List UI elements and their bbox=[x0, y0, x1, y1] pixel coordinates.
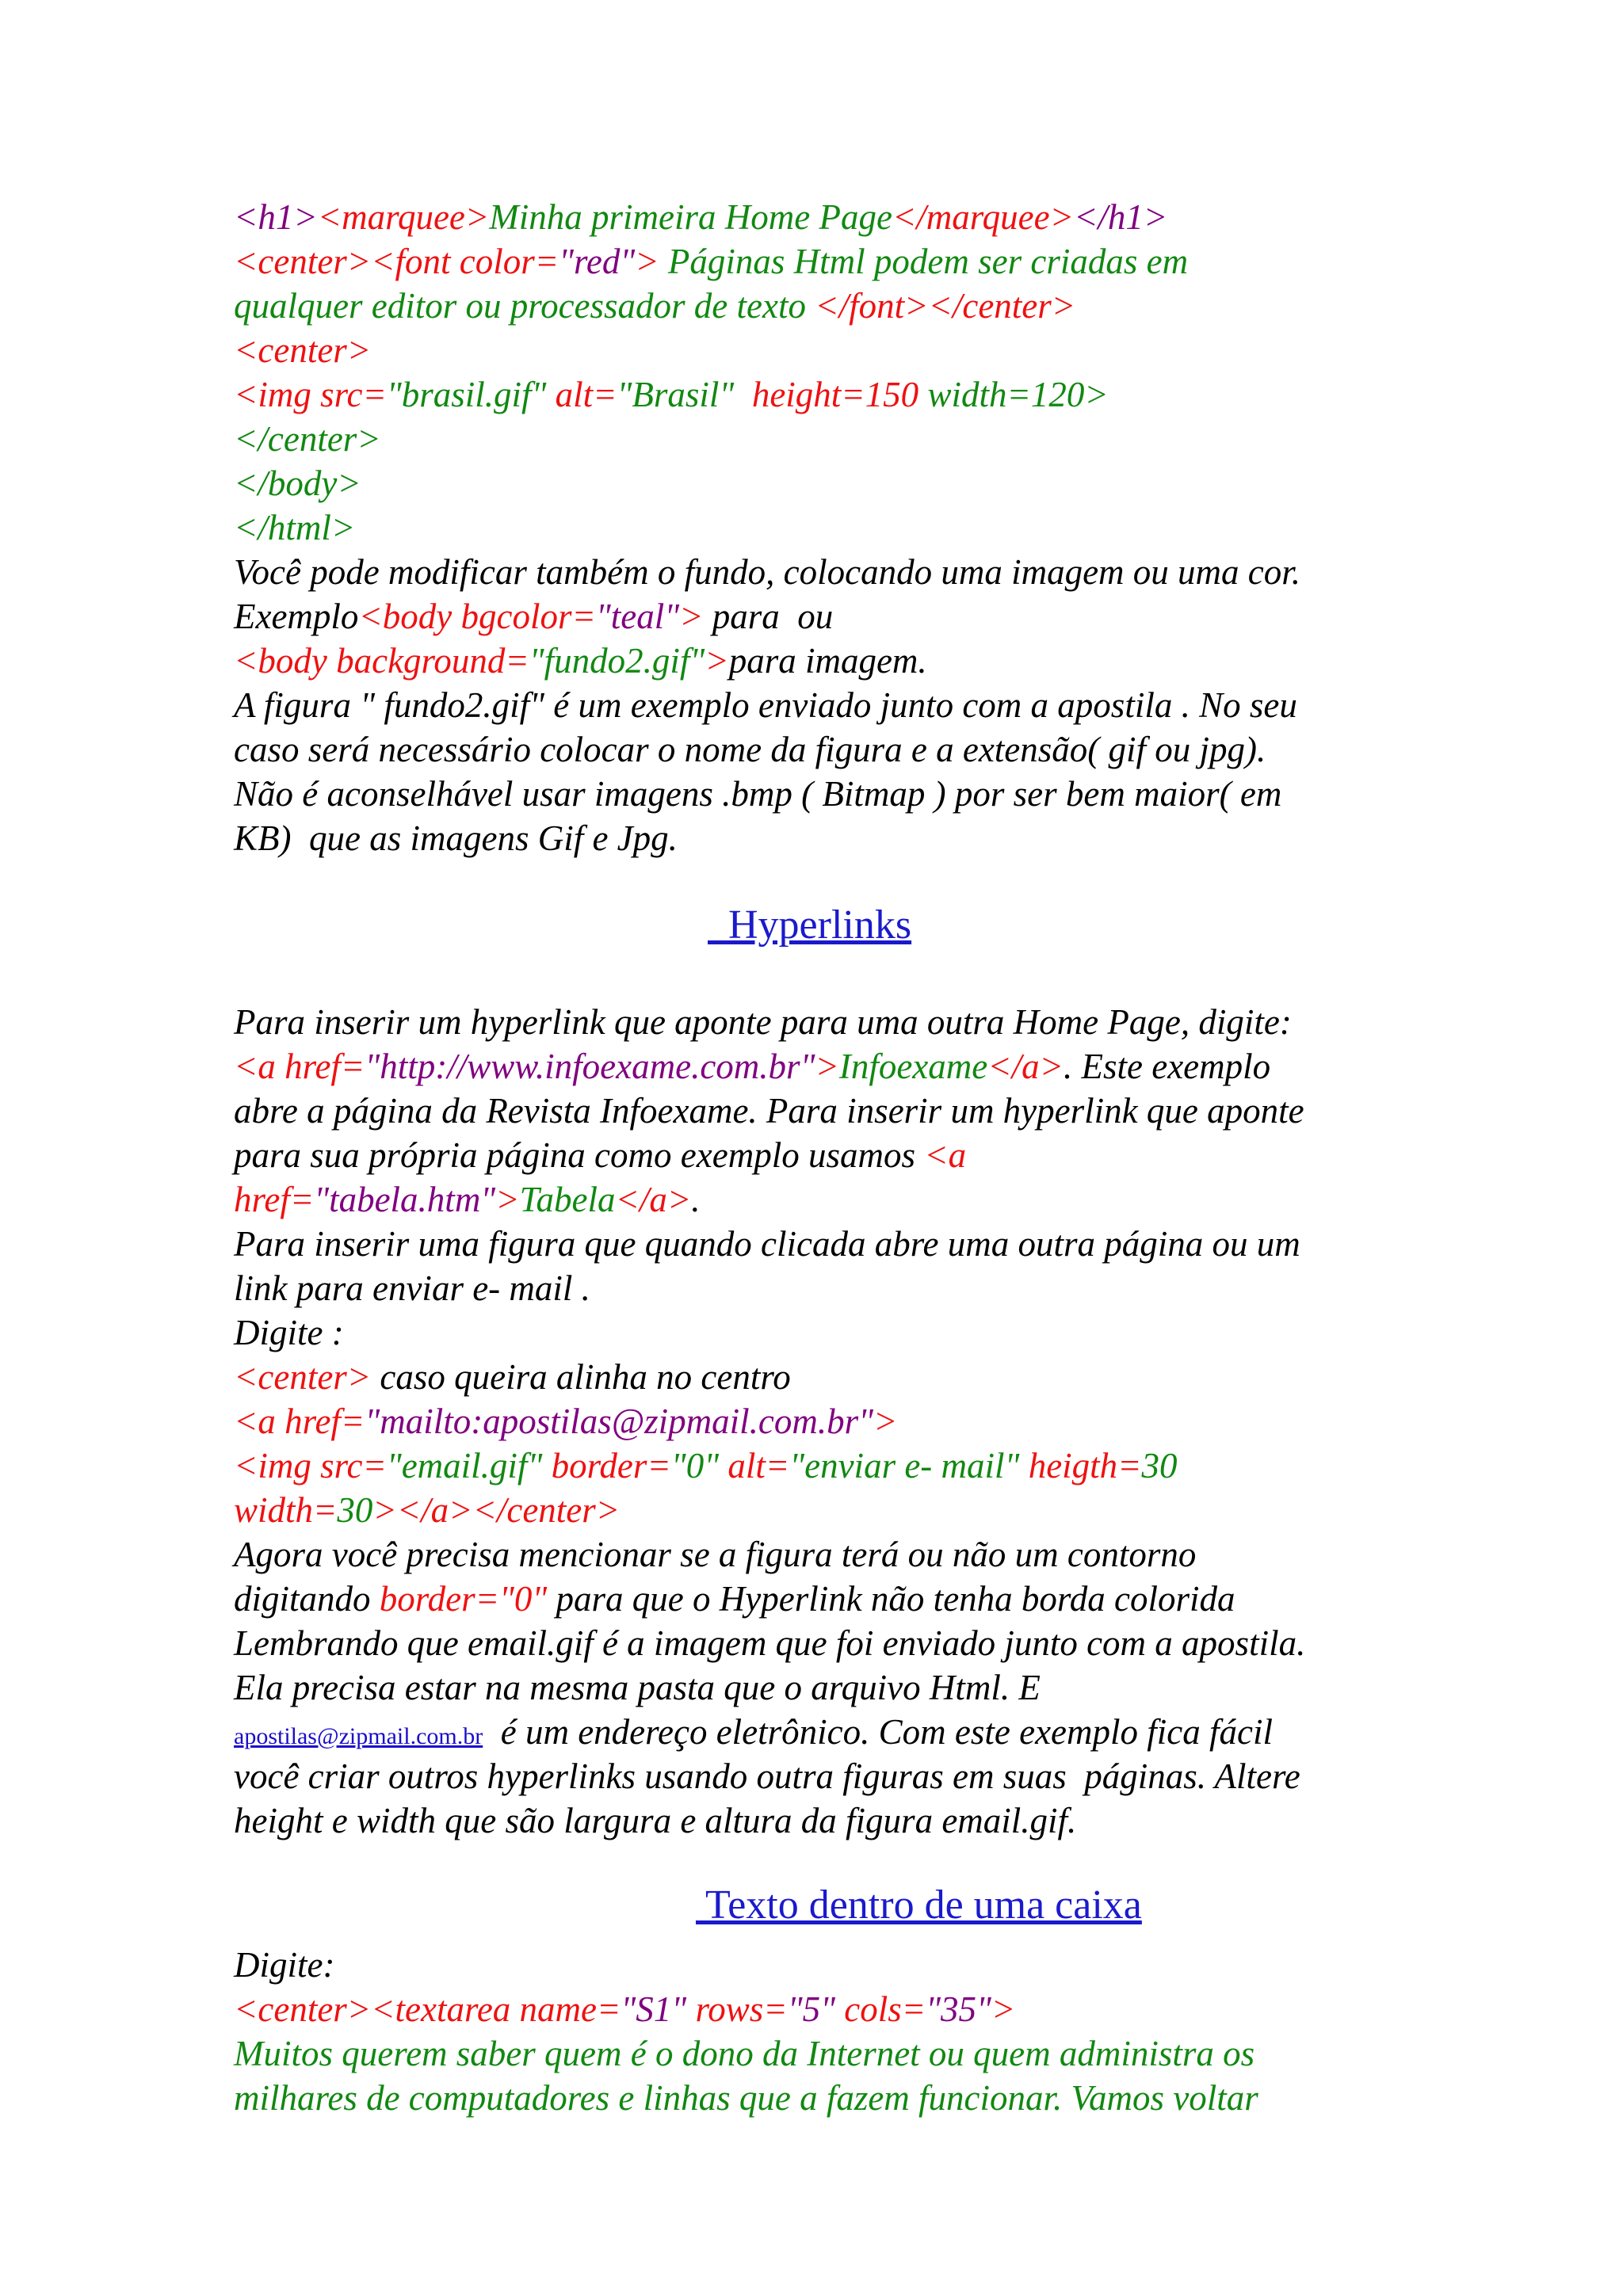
text-segment: digitando bbox=[234, 1579, 380, 1619]
text-segment: <center> bbox=[234, 330, 372, 370]
text-segment: > bbox=[705, 641, 729, 681]
text-segment: alt= bbox=[546, 375, 617, 414]
text-segment: <img src= bbox=[234, 375, 387, 414]
text-segment: "http://www.infoexame.com.br" bbox=[365, 1047, 815, 1086]
text-line bbox=[234, 594, 833, 639]
text-segment: </font></center> bbox=[815, 286, 1076, 326]
email-link[interactable]: apostilas@zipmail.com.br bbox=[234, 1723, 483, 1749]
text-segment: </body> bbox=[234, 463, 361, 503]
text-segment: </a> bbox=[987, 1047, 1064, 1086]
text-segment: milhares de computadores e linhas que a fazem funcionar. Vamos voltar bbox=[234, 2078, 1258, 2118]
text-segment: você criar outros hyperlinks usando outra figuras em suas páginas. Altere bbox=[234, 1756, 1300, 1796]
text-segment: Digite : bbox=[234, 1313, 344, 1352]
text-segment: > bbox=[991, 1989, 1016, 2029]
text-line bbox=[234, 816, 678, 860]
text-segment: > bbox=[635, 242, 659, 281]
text-segment: > bbox=[495, 1180, 520, 1219]
text-segment: "0" bbox=[670, 1446, 720, 1486]
text-line bbox=[234, 1488, 620, 1532]
text-segment: > bbox=[815, 1047, 839, 1086]
text-segment: height=150 bbox=[734, 375, 919, 414]
text-segment: ></a></center> bbox=[372, 1490, 621, 1530]
text-segment: Muitos querem saber quem é o dono da Internet ou quem administra os bbox=[234, 2034, 1255, 2073]
text-segment: <center><font color= bbox=[234, 242, 559, 281]
text-segment: "5" bbox=[787, 1989, 835, 2029]
text-line bbox=[234, 1798, 1076, 1843]
text-segment: 30 bbox=[1141, 1446, 1178, 1486]
text-segment: <a bbox=[924, 1135, 967, 1175]
text-line bbox=[234, 1000, 1292, 1044]
text-line bbox=[234, 550, 1300, 594]
text-segment: width=120> bbox=[918, 375, 1109, 414]
text-line bbox=[234, 1222, 1300, 1266]
text-segment: Páginas Html podem ser criadas em bbox=[659, 242, 1189, 281]
text-line bbox=[234, 417, 381, 461]
text-segment: <a href= bbox=[234, 1047, 365, 1086]
text-segment: </html> bbox=[234, 508, 356, 547]
text-segment: <body bgcolor= bbox=[358, 597, 596, 636]
text-line bbox=[234, 1987, 1015, 2031]
text-segment: "S1" bbox=[621, 1989, 687, 2029]
text-segment: Ela precisa estar na mesma pasta que o arquivo Html. E bbox=[234, 1668, 1041, 1707]
text-segment: é um endereço eletrônico. Com este exemplo fica fácil bbox=[483, 1712, 1273, 1752]
text-segment: border= bbox=[542, 1446, 671, 1486]
text-line bbox=[234, 1310, 344, 1355]
text-line bbox=[234, 1532, 1196, 1577]
text-segment: "email.gif" bbox=[386, 1446, 543, 1486]
text-segment: Lembrando que email.gif é a imagem que foi enviado junto com a apostila. bbox=[234, 1623, 1306, 1663]
text-segment: para que o Hyperlink não tenha borda colorida bbox=[547, 1579, 1235, 1619]
text-segment: rows= bbox=[686, 1989, 788, 2029]
text-segment: Tabela bbox=[519, 1180, 616, 1219]
text-segment: <body background= bbox=[234, 641, 529, 681]
text-segment: <center> bbox=[234, 1357, 372, 1397]
text-segment: > bbox=[679, 597, 704, 636]
text-line bbox=[234, 1577, 1235, 1621]
text-segment: 30 bbox=[337, 1490, 373, 1530]
text-segment: qualquer editor ou processador de texto bbox=[234, 286, 815, 326]
text-segment: heigth= bbox=[1019, 1446, 1142, 1486]
text-line bbox=[234, 1943, 334, 1987]
text-segment: Infoexame bbox=[838, 1047, 988, 1086]
text-segment: cols= bbox=[834, 1989, 926, 2029]
text-line bbox=[234, 1266, 590, 1310]
text-line bbox=[234, 328, 371, 372]
text-segment: href= bbox=[234, 1180, 315, 1219]
text-line bbox=[234, 505, 355, 550]
text-line bbox=[234, 772, 1281, 816]
text-line bbox=[234, 1044, 1270, 1089]
text-line bbox=[234, 727, 1266, 772]
text-line bbox=[234, 1754, 1300, 1798]
text-segment: "Brasil" bbox=[617, 375, 735, 414]
text-line bbox=[234, 1133, 966, 1177]
text-segment: link para enviar e- mail . bbox=[234, 1268, 590, 1308]
text-segment: > bbox=[873, 1402, 898, 1441]
text-segment: Minha primeira Home Page bbox=[489, 197, 892, 237]
text-segment: width= bbox=[234, 1490, 338, 1530]
text-line bbox=[234, 683, 1297, 727]
text-line bbox=[234, 2076, 1258, 2120]
text-segment: </center> bbox=[234, 419, 381, 459]
text-line bbox=[234, 1710, 1273, 1759]
text-segment: alt= bbox=[719, 1446, 790, 1486]
text-segment: Para inserir um hyperlink que aponte para uma outra Home Page, digite: bbox=[234, 1002, 1292, 1042]
text-segment: border="0" bbox=[379, 1579, 548, 1619]
text-segment: Não é aconselhável usar imagens .bmp ( Bitmap ) por ser bem maior( em bbox=[234, 774, 1282, 814]
text-segment: </h1> bbox=[1073, 197, 1168, 237]
text-segment: Digite: bbox=[234, 1945, 335, 1985]
text-segment: Exemplo bbox=[234, 597, 359, 636]
text-line bbox=[234, 461, 361, 505]
text-segment: height e width que são largura e altura da figura email.gif. bbox=[234, 1801, 1077, 1840]
text-segment: "35" bbox=[926, 1989, 991, 2029]
text-segment: <marquee> bbox=[317, 197, 490, 237]
text-segment: </a> bbox=[615, 1180, 692, 1219]
text-line bbox=[234, 1399, 897, 1444]
text-segment: <a href= bbox=[234, 1402, 365, 1441]
text-segment: . Este exemplo bbox=[1064, 1047, 1271, 1086]
text-segment: "mailto:apostilas@zipmail.com.br" bbox=[365, 1402, 874, 1441]
text-line bbox=[234, 1177, 700, 1222]
text-line bbox=[234, 284, 1075, 328]
text-segment: "fundo2.gif" bbox=[529, 641, 705, 681]
text-segment: Para inserir uma figura que quando clicada abre uma outra página ou um bbox=[234, 1224, 1300, 1264]
text-segment: "red" bbox=[559, 242, 636, 281]
text-segment: "tabela.htm" bbox=[314, 1180, 496, 1219]
text-segment: <h1> bbox=[234, 197, 318, 237]
text-line bbox=[234, 2031, 1254, 2076]
text-segment: para ou bbox=[703, 597, 834, 636]
text-segment: Você pode modificar também o fundo, colocando uma imagem ou uma cor. bbox=[234, 552, 1301, 592]
text-segment: "brasil.gif" bbox=[386, 375, 547, 414]
text-line bbox=[234, 1621, 1305, 1665]
text-segment: </marquee> bbox=[892, 197, 1074, 237]
text-segment: "enviar e- mail" bbox=[789, 1446, 1020, 1486]
text-line bbox=[234, 372, 1109, 417]
text-segment: <img src= bbox=[234, 1446, 387, 1486]
text-segment: KB) que as imagens Gif e Jpg. bbox=[234, 818, 678, 858]
text-line bbox=[234, 1355, 791, 1399]
heading-hyperlinks[interactable]: Hyperlinks bbox=[708, 902, 912, 948]
text-segment: caso será necessário colocar o nome da figura e a extensão( gif ou jpg). bbox=[234, 730, 1266, 769]
text-line bbox=[234, 195, 1167, 239]
text-line bbox=[234, 1089, 1304, 1133]
text-segment: Agora você precisa mencionar se a figura terá ou não um contorno bbox=[234, 1535, 1197, 1574]
text-segment: para sua própria página como exemplo usamos bbox=[234, 1135, 925, 1175]
text-segment: para imagem. bbox=[728, 641, 927, 681]
text-segment: . bbox=[691, 1180, 701, 1219]
text-line bbox=[234, 1665, 1041, 1710]
text-line bbox=[234, 1444, 1178, 1488]
text-line bbox=[234, 639, 927, 683]
text-segment: caso queira alinha no centro bbox=[371, 1357, 791, 1397]
heading-texto-dentro-de-uma-caixa[interactable]: Texto dentro de uma caixa bbox=[696, 1882, 1142, 1928]
text-segment: A figura " fundo2.gif" é um exemplo enviado junto com a apostila . No seu bbox=[234, 685, 1297, 725]
text-line bbox=[234, 239, 1188, 284]
text-segment: <center><textarea name= bbox=[234, 1989, 621, 2029]
text-segment: abre a página da Revista Infoexame. Para inserir um hyperlink que aponte bbox=[234, 1091, 1304, 1131]
text-segment: "teal" bbox=[595, 597, 680, 636]
